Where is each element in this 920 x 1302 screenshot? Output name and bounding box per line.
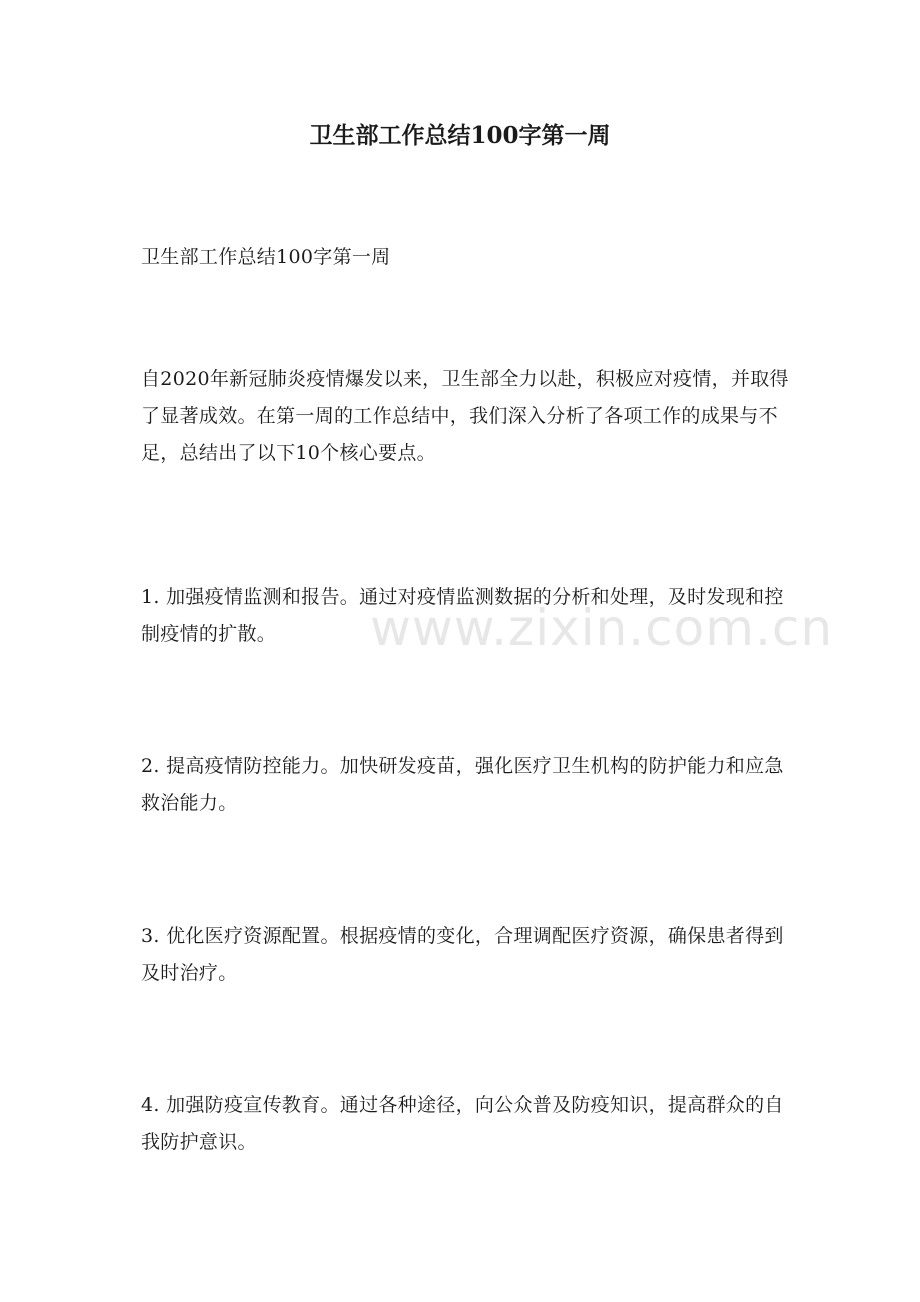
point-paragraph-1: 1. 加强疫情监测和报告。通过对疫情监测数据的分析和处理，及时发现和控制疫情的扩散。 bbox=[141, 586, 784, 645]
watermark: www.zixin.com.cn bbox=[370, 599, 834, 657]
point-paragraph-4: 4. 加强防疫宣传教育。通过各种途径，向公众普及防疫知识，提高群众的自我防护意识。 bbox=[141, 1094, 784, 1153]
intro-paragraph: 自2020年新冠肺炎疫情爆发以来，卫生部全力以赴，积极应对疫情，并取得了显著成效。在第一周的工作总结中，我们深入分析了各项工作的成果与不足，总结出了以下10个核心要点。 bbox=[141, 368, 789, 464]
document-title: 卫生部工作总结100字第一周 bbox=[309, 122, 611, 149]
point-paragraph-3: 3. 优化医疗资源配置。根据疫情的变化，合理调配医疗资源，确保患者得到及时治疗。 bbox=[141, 925, 784, 984]
point-paragraph-2: 2. 提高疫情防控能力。加快研发疫苗，强化医疗卫生机构的防护能力和应急救治能力。 bbox=[141, 755, 784, 814]
document-subtitle: 卫生部工作总结100字第一周 bbox=[141, 246, 391, 268]
